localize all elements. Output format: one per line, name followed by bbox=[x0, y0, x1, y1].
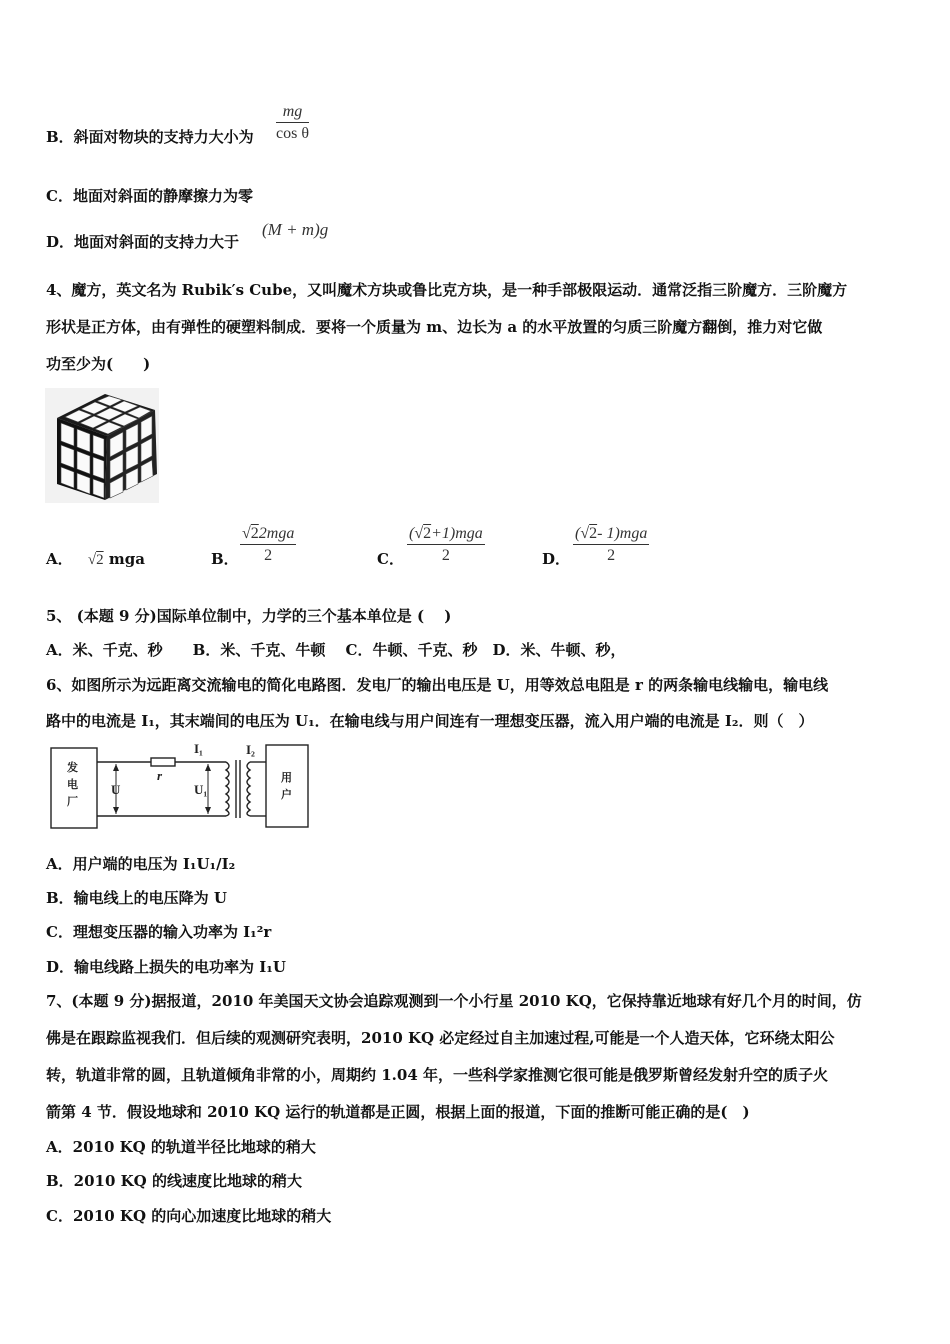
fraction-numerator: mg bbox=[276, 103, 309, 123]
q4-option-d-label: D． bbox=[542, 550, 571, 568]
q4-stem-line2: 形状是正方体，由有弹性的硬塑料制成．要将一个质量为 m、边长为 a 的水平放置的匀质三阶魔方翻倒，推力对它做 bbox=[46, 318, 823, 336]
q7-option-b: B．2010 KQ 的线速度比地球的稍大 bbox=[46, 1172, 302, 1190]
q7-stem-line1: 7、(本题 9 分)据报道，2010 年美国天文协会追踪观测到一个小行星 2010 KQ，它保持靠近地球有好几个月的时间，仿 bbox=[46, 992, 862, 1010]
transformer-secondary-coil bbox=[247, 762, 250, 816]
q4-option-a: A． √2 mga bbox=[46, 550, 145, 568]
user-label-2: 户 bbox=[281, 789, 292, 801]
user-box bbox=[266, 745, 308, 827]
q3-option-b: B．斜面对物块的支持力大小为 bbox=[46, 128, 254, 146]
q6-option-d: D．输电线路上损失的电功率为 I₁U bbox=[46, 958, 286, 976]
sqrt-symbol: √2 bbox=[87, 552, 104, 568]
q3-option-d: D．地面对斜面的支持力大于 bbox=[46, 233, 240, 251]
fraction-numerator: (√2+1)mga bbox=[407, 525, 485, 545]
rubiks-cube-image bbox=[45, 388, 159, 503]
q5-stem: 5、 (本题 9 分)国际单位制中，力学的三个基本单位是 ( ) bbox=[46, 607, 452, 625]
q7-option-c: C．2010 KQ 的向心加速度比地球的稍大 bbox=[46, 1207, 332, 1225]
fraction-denominator: 2 bbox=[607, 547, 616, 564]
q6-option-b: B．输电线上的电压降为 U bbox=[46, 889, 227, 907]
transmission-circuit-diagram bbox=[48, 740, 312, 832]
q4-stem-line3: 功至少为( ) bbox=[46, 355, 151, 373]
q3-option-b-fraction bbox=[276, 103, 309, 143]
fraction-denominator: 2 bbox=[264, 547, 273, 564]
q4-option-b-fraction bbox=[240, 525, 296, 565]
q5-options: A．米、千克、秒 B．米、千克、牛顿 C．牛顿、千克、秒 D．米、牛顿、秒， bbox=[46, 641, 626, 659]
q7-stem-line4: 箭第 4 节．假设地球和 2010 KQ 运行的轨道都是正圆，根据上面的报道，下面的推断可能正确的是( ) bbox=[46, 1103, 750, 1121]
q6-option-a: A．用户端的电压为 I₁U₁/I₂ bbox=[46, 855, 236, 873]
q3-option-c: C．地面对斜面的静摩擦力为零 bbox=[46, 187, 253, 205]
fraction-denominator: cos θ bbox=[276, 125, 309, 142]
q3-option-d-expression: (M + m)g bbox=[262, 220, 329, 239]
q4-option-b-label: B． bbox=[211, 550, 239, 568]
current-I1-label: I₁ bbox=[194, 741, 203, 756]
fraction-numerator: (√2- 1)mga bbox=[573, 525, 649, 545]
q4-option-c-fraction bbox=[407, 525, 485, 565]
q6-stem-line1: 6、如图所示为远距离交流输电的简化电路图．发电厂的输出电压是 U，用等效总电阻是 r 的两条输电线输电，输电线 bbox=[46, 676, 829, 694]
q7-option-a: A．2010 KQ 的轨道半径比地球的稍大 bbox=[46, 1138, 316, 1156]
fraction-denominator: 2 bbox=[441, 547, 450, 564]
user-label-1: 用 bbox=[281, 772, 292, 784]
voltage-U1-label: U₁ bbox=[194, 782, 208, 797]
voltage-U-label: U bbox=[111, 782, 121, 797]
resistor-r bbox=[151, 758, 175, 766]
q4-option-c-label: C． bbox=[377, 550, 404, 568]
transformer-primary-coil bbox=[226, 762, 229, 816]
power-plant-label-3: 厂 bbox=[67, 796, 78, 808]
q6-stem-line2: 路中的电流是 I₁，其末端间的电压为 U₁．在输电线与用户间连有一理想变压器，流入用户端的电流是 I₂．则（ ） bbox=[46, 712, 814, 730]
q4-stem-line1: 4、魔方，英文名为 Rubik′s Cube，又叫魔术方块或鲁比克方块，是一种手部极限运动．通常泛指三阶魔方．三阶魔方 bbox=[46, 281, 848, 299]
power-plant-label-2: 电 bbox=[67, 779, 78, 791]
power-plant-label-1: 发 bbox=[67, 762, 78, 774]
resistance-r-label: r bbox=[157, 768, 163, 783]
q4-option-d-fraction bbox=[573, 525, 649, 565]
current-I2-label: I₂ bbox=[246, 742, 255, 757]
q7-stem-line2: 佛是在跟踪监视我们．但后续的观测研究表明，2010 KQ 必定经过自主加速过程,可能是一个人造天体，它环绕太阳公 bbox=[46, 1029, 835, 1047]
q6-option-c: C．理想变压器的输入功率为 I₁²r bbox=[46, 923, 272, 941]
q7-stem-line3: 转，轨道非常的圆，且轨道倾角非常的小，周期约 1.04 年，一些科学家推测它很可能是俄罗斯曾经发射升空的质子火 bbox=[46, 1066, 828, 1084]
fraction-numerator: √22mga bbox=[240, 525, 296, 545]
